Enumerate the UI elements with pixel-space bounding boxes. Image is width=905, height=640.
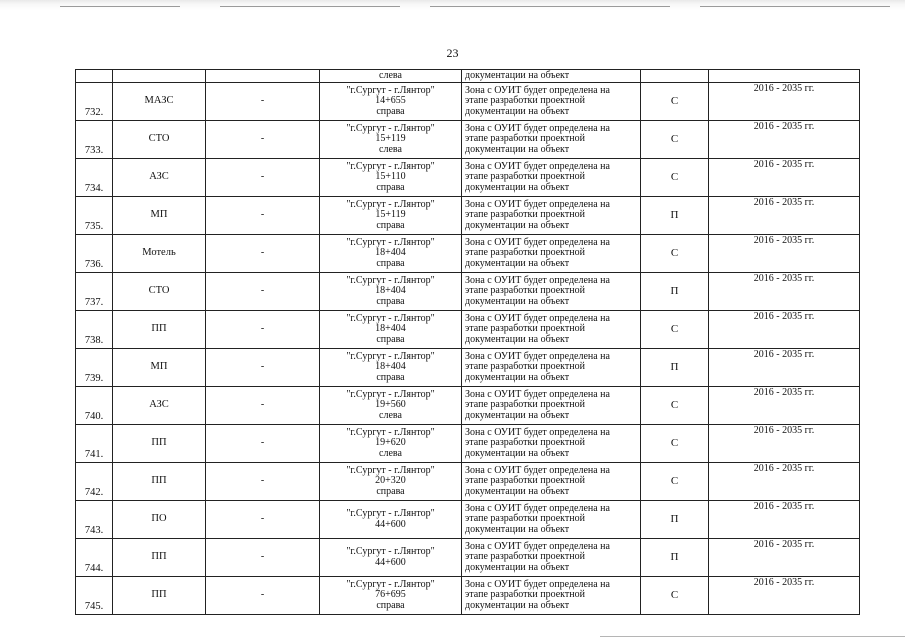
- zone-text-line: Зона с ОУИТ будет определена на: [465, 464, 610, 476]
- cell-code: [641, 121, 709, 159]
- category-code: С: [670, 589, 679, 602]
- cell-dash: [206, 311, 320, 349]
- zone-text-line: этапе разработки проектной: [465, 247, 585, 259]
- cell-name: [113, 235, 206, 273]
- zone-text-line: документации на объект: [465, 295, 570, 307]
- zone-text-line: этапе разработки проектной: [465, 323, 585, 335]
- object-name: МП: [150, 209, 168, 221]
- scan-artifact: [430, 6, 670, 7]
- category-code: П: [670, 209, 679, 222]
- category-code: П: [670, 361, 679, 374]
- cell-num: [76, 501, 113, 539]
- cell-dash: [206, 197, 320, 235]
- category-code: С: [670, 475, 679, 488]
- zone-text-line: этапе разработки проектной: [465, 437, 585, 449]
- cell-location: [320, 463, 462, 501]
- road-name: "г.Сургут - г.Лянтор": [346, 545, 435, 557]
- row-number: 741.: [84, 449, 104, 461]
- category-code: С: [670, 171, 679, 184]
- period-text: 2016 - 2035 гг.: [753, 121, 815, 132]
- road-name: "г.Сургут - г.Лянтор": [346, 122, 435, 134]
- table-row: [76, 425, 860, 463]
- kilometer-mark: 15+119: [375, 133, 406, 145]
- cell-code: [641, 311, 709, 349]
- zone-text-line: этапе разработки проектной: [465, 551, 585, 563]
- zone-text-line: документации на объект: [465, 409, 570, 421]
- row-number: 732.: [84, 107, 104, 119]
- cell-period: [709, 539, 860, 577]
- table-row: [76, 121, 860, 159]
- cell-name: [113, 311, 206, 349]
- kilometer-mark: 14+655: [375, 95, 406, 107]
- empty-dash: -: [260, 95, 265, 107]
- zone-text-line: Зона с ОУИТ будет определена на: [465, 578, 610, 590]
- cell-name: [113, 121, 206, 159]
- cell-code: [641, 577, 709, 615]
- empty-dash: -: [260, 361, 265, 373]
- cell-period: [709, 197, 860, 235]
- cell-location: [320, 159, 462, 197]
- cell-dash: [206, 387, 320, 425]
- period-text: 2016 - 2035 гг.: [753, 463, 815, 474]
- scan-artifact: [700, 6, 890, 7]
- cell-num: [76, 70, 113, 83]
- location-side: слева: [379, 143, 402, 155]
- kilometer-mark: 18+404: [375, 285, 406, 297]
- location-side: справа: [376, 105, 405, 117]
- table-row-continuation: [76, 70, 860, 83]
- cell-location: [320, 121, 462, 159]
- cell-dash: [206, 83, 320, 121]
- zone-text-line: документации на объект: [465, 105, 570, 117]
- object-name: МАЗС: [144, 95, 174, 107]
- object-name: ПП: [151, 551, 167, 563]
- road-name: "г.Сургут - г.Лянтор": [346, 350, 435, 362]
- kilometer-mark: 18+404: [375, 361, 406, 373]
- cell-location: [320, 425, 462, 463]
- table-row: [76, 311, 860, 349]
- period-text: 2016 - 2035 гг.: [753, 197, 815, 208]
- empty-dash: -: [260, 551, 265, 563]
- cell-dash: [206, 501, 320, 539]
- object-name: СТО: [148, 285, 170, 297]
- scan-artifact: [60, 6, 180, 7]
- row-number: 735.: [84, 221, 104, 233]
- cell-period: [709, 121, 860, 159]
- row-number: 739.: [84, 373, 104, 385]
- road-name: "г.Сургут - г.Лянтор": [346, 160, 435, 172]
- cell-name: [113, 197, 206, 235]
- empty-dash: -: [260, 285, 265, 297]
- road-name: "г.Сургут - г.Лянтор": [346, 426, 435, 438]
- cell-num: [76, 273, 113, 311]
- object-name: МП: [150, 361, 168, 373]
- period-text: 2016 - 2035 гг.: [753, 539, 815, 550]
- cell-num: [76, 387, 113, 425]
- cell-location: [320, 349, 462, 387]
- row-number: 738.: [84, 335, 104, 347]
- scan-edge-bottom: [600, 636, 905, 637]
- zone-text-line: этапе разработки проектной: [465, 133, 585, 145]
- cell-period: [709, 70, 860, 83]
- zone-text-line: этапе разработки проектной: [465, 475, 585, 487]
- cell-location: [320, 70, 462, 83]
- row-number: 733.: [84, 145, 104, 157]
- cell-name: [113, 539, 206, 577]
- zone-text-line: Зона с ОУИТ будет определена на: [465, 350, 610, 362]
- cell-code: [641, 349, 709, 387]
- cell-code: [641, 197, 709, 235]
- location-side: слева: [379, 409, 402, 421]
- empty-dash: -: [260, 247, 265, 259]
- category-code: С: [670, 437, 679, 450]
- cell-zone: [462, 197, 641, 235]
- zone-text-line: документации на объект: [465, 447, 570, 459]
- zone-text-line: Зона с ОУИТ будет определена на: [465, 388, 610, 400]
- empty-dash: -: [260, 589, 265, 601]
- location-side: справа: [376, 257, 405, 269]
- table-row: [76, 159, 860, 197]
- empty-dash: -: [260, 209, 265, 221]
- location-side: справа: [376, 599, 405, 611]
- cell-dash: [206, 273, 320, 311]
- cell-name: [113, 70, 206, 83]
- period-text: 2016 - 2035 гг.: [753, 83, 815, 94]
- object-name: ПО: [151, 513, 167, 525]
- zone-text-line: Зона с ОУИТ будет определена на: [465, 236, 610, 248]
- cell-code: [641, 273, 709, 311]
- cell-name: [113, 463, 206, 501]
- row-number: 743.: [84, 525, 104, 537]
- category-code: П: [670, 285, 679, 298]
- cell-dash: [206, 70, 320, 83]
- zone-text: документации на объект: [465, 69, 570, 81]
- table-row: [76, 577, 860, 615]
- row-number: 742.: [84, 487, 104, 499]
- cell-zone: [462, 539, 641, 577]
- zone-text-line: Зона с ОУИТ будет определена на: [465, 122, 610, 134]
- period-text: 2016 - 2035 гг.: [753, 349, 815, 360]
- cell-dash: [206, 235, 320, 273]
- location-side: справа: [376, 485, 405, 497]
- row-number: 736.: [84, 259, 104, 271]
- zone-text-line: Зона с ОУИТ будет определена на: [465, 160, 610, 172]
- cell-dash: [206, 121, 320, 159]
- cell-zone: [462, 463, 641, 501]
- cell-period: [709, 159, 860, 197]
- object-name: ПП: [151, 475, 167, 487]
- cell-period: [709, 273, 860, 311]
- road-name: "г.Сургут - г.Лянтор": [346, 507, 435, 519]
- period-text: 2016 - 2035 гг.: [753, 235, 815, 246]
- row-number: 740.: [84, 411, 104, 423]
- location-side: слева: [379, 447, 402, 459]
- cell-zone: [462, 577, 641, 615]
- cell-period: [709, 425, 860, 463]
- cell-period: [709, 349, 860, 387]
- category-code: С: [670, 95, 679, 108]
- cell-name: [113, 273, 206, 311]
- table-row: [76, 197, 860, 235]
- cell-dash: [206, 349, 320, 387]
- cell-zone: [462, 121, 641, 159]
- cell-location: [320, 501, 462, 539]
- zone-text-line: Зона с ОУИТ будет определена на: [465, 274, 610, 286]
- zone-text-line: этапе разработки проектной: [465, 361, 585, 373]
- cell-code: [641, 159, 709, 197]
- cell-num: [76, 349, 113, 387]
- cell-zone: [462, 273, 641, 311]
- scan-artifact: [220, 6, 400, 7]
- zone-text-line: Зона с ОУИТ будет определена на: [465, 312, 610, 324]
- kilometer-mark: 15+110: [375, 171, 406, 183]
- cell-code: [641, 425, 709, 463]
- location-side: справа: [376, 371, 405, 383]
- cell-name: [113, 83, 206, 121]
- road-name: "г.Сургут - г.Лянтор": [346, 578, 435, 590]
- cell-dash: [206, 425, 320, 463]
- zone-text-line: документации на объект: [465, 333, 570, 345]
- category-code: С: [670, 133, 679, 146]
- zone-text-line: документации на объект: [465, 561, 570, 573]
- zone-text-line: Зона с ОУИТ будет определена на: [465, 84, 610, 96]
- cell-period: [709, 235, 860, 273]
- cell-num: [76, 159, 113, 197]
- table-row: [76, 273, 860, 311]
- object-name: ПП: [151, 323, 167, 335]
- cell-location: [320, 197, 462, 235]
- road-name: "г.Сургут - г.Лянтор": [346, 274, 435, 286]
- cell-num: [76, 83, 113, 121]
- empty-dash: -: [260, 171, 265, 183]
- empty-dash: -: [260, 475, 265, 487]
- category-code: С: [670, 323, 679, 336]
- period-text: 2016 - 2035 гг.: [753, 311, 815, 322]
- page-number: 23: [446, 46, 459, 60]
- table-row: [76, 387, 860, 425]
- category-code: П: [670, 551, 679, 564]
- kilometer-mark: 19+560: [375, 399, 406, 411]
- zone-text-line: документации на объект: [465, 599, 570, 611]
- scan-edge-top: [0, 0, 905, 10]
- cell-location: [320, 539, 462, 577]
- cell-code: [641, 235, 709, 273]
- zone-text-line: Зона с ОУИТ будет определена на: [465, 502, 610, 514]
- cell-name: [113, 349, 206, 387]
- zone-text-line: этапе разработки проектной: [465, 589, 585, 601]
- location-side: справа: [376, 295, 405, 307]
- table-row: [76, 349, 860, 387]
- cell-dash: [206, 463, 320, 501]
- cell-num: [76, 311, 113, 349]
- object-name: ПП: [151, 589, 167, 601]
- empty-dash: -: [260, 323, 265, 335]
- road-name: "г.Сургут - г.Лянтор": [346, 388, 435, 400]
- empty-dash: -: [260, 133, 265, 145]
- cell-location: [320, 273, 462, 311]
- kilometer-mark: 18+404: [375, 323, 406, 335]
- zone-text-line: документации на объект: [465, 181, 570, 193]
- zone-text-line: документации на объект: [465, 523, 570, 535]
- cell-code: [641, 463, 709, 501]
- category-code: П: [670, 513, 679, 526]
- road-name: "г.Сургут - г.Лянтор": [346, 236, 435, 248]
- cell-num: [76, 197, 113, 235]
- table-row: [76, 463, 860, 501]
- cell-location: [320, 235, 462, 273]
- category-code: С: [670, 399, 679, 412]
- cell-zone: [462, 387, 641, 425]
- kilometer-mark: 44+600: [375, 518, 406, 530]
- location-side: справа: [376, 181, 405, 193]
- cell-num: [76, 577, 113, 615]
- cell-zone: [462, 70, 641, 83]
- objects-table: [75, 69, 860, 615]
- road-name: "г.Сургут - г.Лянтор": [346, 312, 435, 324]
- empty-dash: -: [260, 437, 265, 449]
- kilometer-mark: 76+695: [375, 589, 406, 601]
- table-row: [76, 235, 860, 273]
- cell-name: [113, 577, 206, 615]
- zone-text-line: Зона с ОУИТ будет определена на: [465, 198, 610, 210]
- period-text: 2016 - 2035 гг.: [753, 159, 815, 170]
- location-side: справа: [376, 219, 405, 231]
- kilometer-mark: 15+119: [375, 209, 406, 221]
- zone-text-line: документации на объект: [465, 485, 570, 497]
- cell-code: [641, 501, 709, 539]
- cell-num: [76, 539, 113, 577]
- cell-location: [320, 311, 462, 349]
- road-name: "г.Сургут - г.Лянтор": [346, 464, 435, 476]
- zone-text-line: этапе разработки проектной: [465, 171, 585, 183]
- road-name: "г.Сургут - г.Лянтор": [346, 84, 435, 96]
- period-text: 2016 - 2035 гг.: [753, 387, 815, 398]
- cell-code: [641, 83, 709, 121]
- cell-code: [641, 70, 709, 83]
- cell-zone: [462, 501, 641, 539]
- period-text: 2016 - 2035 гг.: [753, 501, 815, 512]
- kilometer-mark: 44+600: [375, 556, 406, 568]
- table-row: [76, 83, 860, 121]
- empty-dash: -: [260, 513, 265, 525]
- cell-zone: [462, 235, 641, 273]
- row-number: 734.: [84, 183, 104, 195]
- cell-num: [76, 425, 113, 463]
- location-side: слева: [379, 69, 402, 81]
- cell-period: [709, 463, 860, 501]
- empty-dash: -: [260, 399, 265, 411]
- cell-location: [320, 83, 462, 121]
- object-name: АЗС: [149, 399, 169, 411]
- zone-text-line: этапе разработки проектной: [465, 95, 585, 107]
- cell-period: [709, 577, 860, 615]
- period-text: 2016 - 2035 гг.: [753, 577, 815, 588]
- period-text: 2016 - 2035 гг.: [753, 425, 815, 436]
- cell-location: [320, 387, 462, 425]
- cell-zone: [462, 349, 641, 387]
- cell-zone: [462, 311, 641, 349]
- table-row: [76, 501, 860, 539]
- row-number: 737.: [84, 297, 104, 309]
- row-number: 745.: [84, 601, 104, 613]
- row-number: 744.: [84, 563, 104, 575]
- cell-zone: [462, 83, 641, 121]
- cell-dash: [206, 539, 320, 577]
- zone-text-line: документации на объект: [465, 143, 570, 155]
- zone-text-line: документации на объект: [465, 219, 570, 231]
- table-row: [76, 539, 860, 577]
- cell-num: [76, 235, 113, 273]
- road-name: "г.Сургут - г.Лянтор": [346, 198, 435, 210]
- period-text: 2016 - 2035 гг.: [753, 273, 815, 284]
- cell-zone: [462, 425, 641, 463]
- cell-location: [320, 577, 462, 615]
- cell-code: [641, 539, 709, 577]
- zone-text-line: этапе разработки проектной: [465, 513, 585, 525]
- object-name: СТО: [148, 133, 170, 145]
- zone-text-line: Зона с ОУИТ будет определена на: [465, 540, 610, 552]
- cell-dash: [206, 577, 320, 615]
- kilometer-mark: 19+620: [375, 437, 406, 449]
- cell-code: [641, 387, 709, 425]
- cell-name: [113, 425, 206, 463]
- cell-name: [113, 159, 206, 197]
- cell-period: [709, 501, 860, 539]
- cell-period: [709, 387, 860, 425]
- cell-dash: [206, 159, 320, 197]
- cell-num: [76, 463, 113, 501]
- cell-name: [113, 501, 206, 539]
- cell-period: [709, 83, 860, 121]
- cell-num: [76, 121, 113, 159]
- object-name: АЗС: [149, 171, 169, 183]
- location-side: справа: [376, 333, 405, 345]
- cell-period: [709, 311, 860, 349]
- object-name: ПП: [151, 437, 167, 449]
- cell-name: [113, 387, 206, 425]
- kilometer-mark: 18+404: [375, 247, 406, 259]
- kilometer-mark: 20+320: [375, 475, 406, 487]
- zone-text-line: документации на объект: [465, 371, 570, 383]
- category-code: С: [670, 247, 679, 260]
- object-name: Мотель: [142, 247, 176, 259]
- zone-text-line: Зона с ОУИТ будет определена на: [465, 426, 610, 438]
- cell-zone: [462, 159, 641, 197]
- zone-text-line: этапе разработки проектной: [465, 285, 585, 297]
- zone-text-line: этапе разработки проектной: [465, 209, 585, 221]
- zone-text-line: документации на объект: [465, 257, 570, 269]
- zone-text-line: этапе разработки проектной: [465, 399, 585, 411]
